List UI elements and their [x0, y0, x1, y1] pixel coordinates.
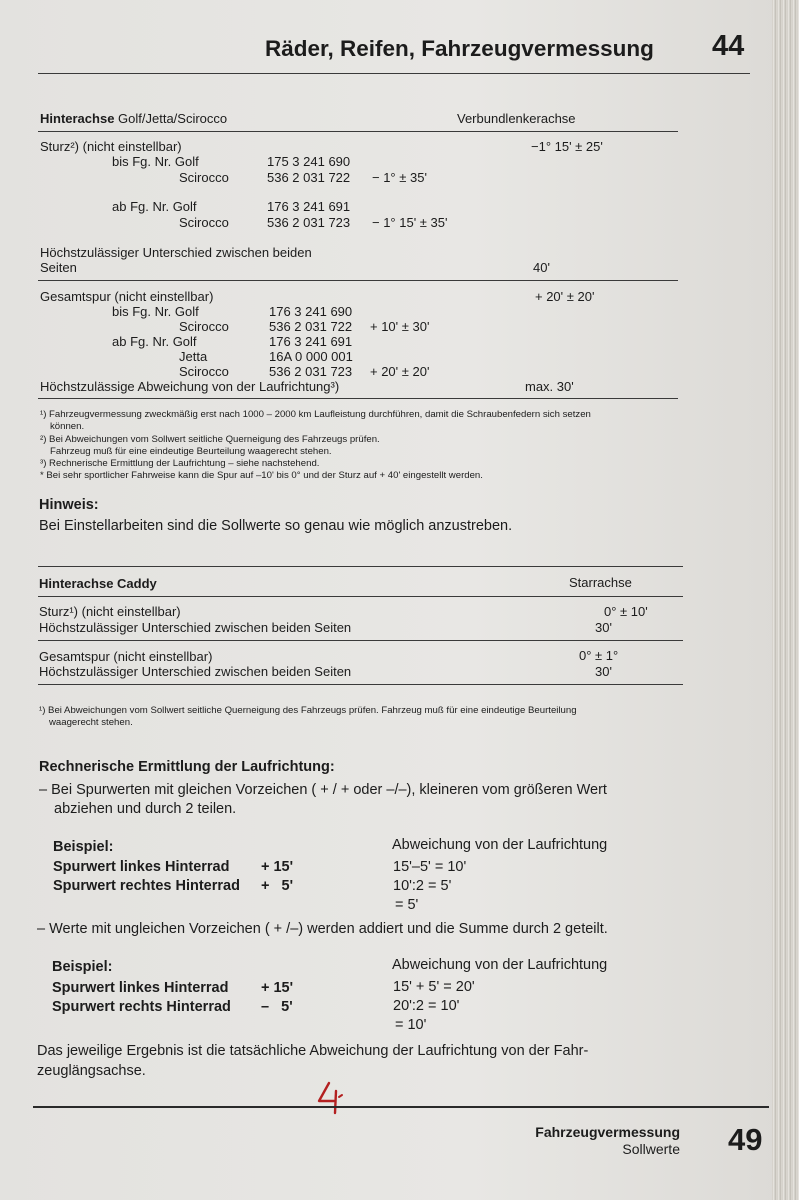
- example2-calc2: 20':2 = 10': [393, 998, 460, 1014]
- max-diff-rule: [38, 280, 678, 281]
- toe-until-scirocco-part: 536 2 031 722: [269, 319, 353, 334]
- footnote-1-line2: können.: [50, 421, 85, 432]
- camber-until-golf-part: 175 3 241 690: [267, 154, 351, 169]
- section1-axle-type: Verbundlenkerachse: [457, 111, 576, 126]
- footer-rule: [33, 1106, 769, 1108]
- section1-heading-bold: Hinterachse: [40, 111, 115, 126]
- toe-from-golf-part: 176 3 241 691: [269, 334, 353, 349]
- camber-from-golf-part: 176 3 241 691: [267, 199, 351, 214]
- camber-label: Sturz²) (nicht einstellbar): [40, 139, 182, 154]
- camber-from-scirocco-part: 536 2 031 723: [267, 215, 351, 230]
- footer-title: Fahrzeugvermessung: [535, 1124, 680, 1140]
- note-text: Bei Einstellarbeiten sind die Sollwerte so genau wie möglich anzustreben.: [39, 518, 513, 534]
- section2-heading: Hinterachse Caddy: [39, 576, 157, 591]
- camber-until-scirocco-label: Scirocco: [179, 170, 229, 185]
- header-rule: [38, 73, 750, 74]
- footnote-4: * Bei sehr sportlicher Fahrweise kann die Spur auf –10' bis 0° und der Sturz auf + 40' eingestellt werden.: [40, 470, 483, 481]
- example1-calc2: 10':2 = 5': [393, 878, 452, 894]
- page-header-number: 44: [712, 30, 745, 62]
- caddy-camber-rule: [38, 640, 683, 641]
- max-diff-label-line1: Höchstzulässiger Unterschied zwischen beiden: [40, 245, 312, 260]
- toe-from-value: + 20' ± 20': [370, 364, 430, 379]
- caddy-toe-diff-label: Höchstzulässiger Unterschied zwischen beiden Seiten: [39, 664, 352, 679]
- section1-bottom-rule: [38, 398, 678, 399]
- section2-bottom-rule: [38, 684, 683, 685]
- caddy-toe-diff-value: 30': [595, 664, 612, 679]
- example1-calc3: = 5': [395, 897, 419, 913]
- toe-from-jetta-label: Jetta: [179, 349, 208, 364]
- camber-until-value: − 1° ± 35': [372, 170, 427, 185]
- conclusion-line2: zeuglängsachse.: [37, 1063, 146, 1079]
- example1-label: Beispiel:: [53, 839, 114, 855]
- caddy-toe-label: Gesamtspur (nicht einstellbar): [39, 649, 213, 664]
- calculation-rule1-line1: – Bei Spurwerten mit gleichen Vorzeichen ( + / + oder –/–), kleineren vom größeren Wert: [39, 782, 607, 798]
- caddy-camber-diff-label: Höchstzulässiger Unterschied zwischen beiden Seiten: [39, 620, 352, 635]
- example2-label: Beispiel:: [52, 959, 113, 975]
- section1-heading: [40, 111, 227, 126]
- caddy-camber-label: Sturz¹) (nicht einstellbar): [39, 604, 181, 619]
- handwritten-number-mark: [316, 1081, 348, 1115]
- toe-from-jetta-part: 16A 0 000 001: [269, 349, 353, 364]
- section1-rule: [38, 131, 678, 132]
- page-header-title: Räder, Reifen, Fahrzeugvermessung: [265, 36, 654, 61]
- example2-result-heading: Abweichung von der Laufrichtung: [392, 957, 608, 973]
- toe-label: Gesamtspur (nicht einstellbar): [40, 289, 214, 304]
- example2-left-label: Spurwert linkes Hinterrad: [52, 980, 229, 996]
- toe-until-label: bis Fg. Nr. Golf: [112, 304, 199, 319]
- toe-from-scirocco-part: 536 2 031 723: [269, 364, 353, 379]
- note-heading: Hinweis:: [39, 497, 99, 513]
- section2-top-rule: [38, 566, 683, 567]
- toe-until-golf-part: 176 3 241 690: [269, 304, 353, 319]
- footer-page-number: 49: [728, 1122, 763, 1157]
- conclusion-line1: Das jeweilige Ergebnis ist die tatsächliche Abweichung der Laufrichtung von der Fahr-: [37, 1043, 589, 1059]
- footnote-1-line1: ¹) Fahrzeugvermessung zweckmäßig erst nach 1000 – 2000 km Laufleistung durchführen, damit die Schraubenfedern sich setzen: [40, 409, 591, 420]
- section2-axle-type: Starrachse: [569, 575, 632, 590]
- footnote-3: ³) Rechnerische Ermittlung der Laufrichtung – siehe nachstehend.: [40, 458, 320, 469]
- section2-footnote-line2: waagerecht stehen.: [49, 717, 133, 728]
- camber-until-scirocco-part: 536 2 031 722: [267, 170, 351, 185]
- example2-calc1: 15' + 5' = 20': [393, 979, 475, 995]
- max-deviation-label: Höchstzulässige Abweichung von der Laufrichtung³): [40, 379, 340, 394]
- footnote-2-line2: Fahrzeug muß für eine eindeutige Beurteilung waagerecht stehen.: [50, 446, 332, 457]
- max-deviation-value: max. 30': [525, 379, 574, 394]
- section2-header-rule: [38, 596, 683, 597]
- example1-left-value: + 15': [261, 859, 294, 875]
- camber-from-label: ab Fg. Nr. Golf: [112, 199, 197, 214]
- example1-right-value: + 5': [261, 878, 294, 894]
- example1-right-label: Spurwert rechtes Hinterrad: [53, 878, 240, 894]
- example2-right-value: – 5': [261, 999, 293, 1015]
- camber-value: −1° 15' ± 25': [531, 139, 603, 154]
- example2-right-label: Spurwert rechts Hinterrad: [52, 999, 231, 1015]
- camber-from-value: − 1° 15' ± 35': [372, 215, 448, 230]
- example1-result-heading: Abweichung von der Laufrichtung: [392, 837, 608, 853]
- calculation-heading: Rechnerische Ermittlung der Laufrichtung:: [39, 759, 335, 775]
- caddy-camber-value: 0° ± 10': [604, 604, 648, 619]
- book-page-edges: [772, 0, 799, 1200]
- example1-left-label: Spurwert linkes Hinterrad: [53, 859, 230, 875]
- camber-from-scirocco-label: Scirocco: [179, 215, 229, 230]
- footnote-2-line1: ²) Bei Abweichungen vom Sollwert seitliche Querneigung des Fahrzeugs prüfen.: [40, 434, 380, 445]
- max-diff-label-line2: Seiten: [40, 260, 77, 275]
- toe-from-label: ab Fg. Nr. Golf: [112, 334, 197, 349]
- section1-heading-rest: Golf/Jetta/Scirocco: [114, 111, 228, 126]
- calculation-rule2: – Werte mit ungleichen Vorzeichen ( + /–) werden addiert und die Summe durch 2 geteilt.: [37, 921, 608, 937]
- example1-calc1: 15'–5' = 10': [393, 859, 467, 875]
- caddy-toe-value: 0° ± 1°: [579, 648, 619, 663]
- section2-footnote-line1: ¹) Bei Abweichungen vom Sollwert seitliche Querneigung des Fahrzeugs prüfen. Fahrzeug muß für eine eindeutige Beurteilung: [39, 705, 577, 716]
- footer-subtitle: Sollwerte: [622, 1141, 680, 1157]
- toe-until-scirocco-label: Scirocco: [179, 319, 229, 334]
- max-diff-value: 40': [533, 260, 550, 275]
- toe-value: + 20' ± 20': [535, 289, 595, 304]
- toe-until-value: + 10' ± 30': [370, 319, 430, 334]
- example2-left-value: + 15': [261, 980, 294, 996]
- example2-calc3: = 10': [395, 1017, 427, 1033]
- caddy-camber-diff-value: 30': [595, 620, 612, 635]
- camber-until-label: bis Fg. Nr. Golf: [112, 154, 199, 169]
- toe-from-scirocco-label: Scirocco: [179, 364, 229, 379]
- calculation-rule1-line2: abziehen und durch 2 teilen.: [54, 801, 237, 817]
